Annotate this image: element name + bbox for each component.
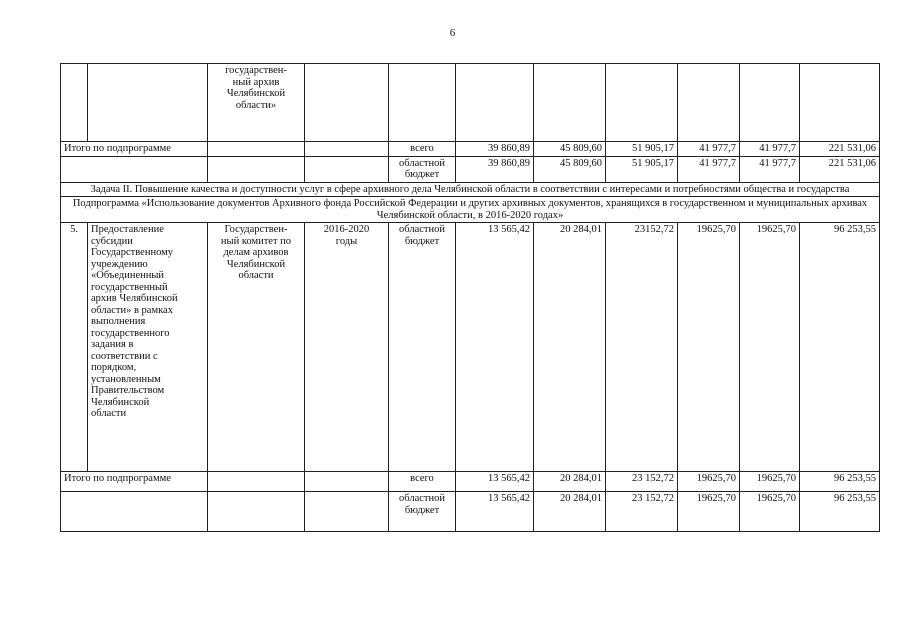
subprogram-row bbox=[61, 197, 880, 223]
task-heading: Задача II. Повышение качества и доступности услуг в сфере архивного дела Челябинской области в соответствии с интересами и потребностями общества и государства bbox=[61, 182, 880, 197]
executor-cell: Государствен- ный комитет по делам архивов Челябинской области bbox=[208, 223, 305, 472]
subprogram-heading: Подпрограмма «Использование документов Архивного фонда Российской Федерации и других архивных документов, хранящихся в государственном и муниципальных архивах Челябинской области, в 2016-2020 годах» bbox=[61, 197, 880, 223]
table-row-continuation bbox=[61, 64, 880, 142]
totals-label: Итого по подпрограмме bbox=[61, 142, 208, 157]
source-cell: областной бюджет bbox=[389, 223, 456, 472]
budget-table bbox=[60, 63, 880, 532]
totals-row-total-2: Итого по подпрограмме всего 13 565,42 20 284,01 23 152,72 19625,70 19625,70 96 253,55 bbox=[61, 472, 880, 492]
period-cell: 2016-2020 годы bbox=[305, 223, 389, 472]
totals-row-regional-1: областной бюджет 39 860,89 45 809,60 51 905,17 41 977,7 41 977,7 221 531,06 bbox=[61, 156, 880, 182]
measure-cell: Предоставление субсидии Государственному учреждению «Объединенный государственный архив Челябинской области» в рамках выполнения государственного задания в соответствии с порядком, установленным Правительством Челябинской области bbox=[88, 223, 208, 472]
table-row-5: 5. Предоставление субсидии Государственному учреждению «Объединенный государственный архив Челябинской области» в рамках выполнения государственного задания в соответствии с порядком, установленным Правительством Челябинской области Государствен- ный комитет по делам архивов Челябинской области 2016-2020 годы областной бюджет 13 565,42 20 284,01 23152,72 19625,70 19625,70 96 253,55 bbox=[61, 223, 880, 472]
row-number: 5. bbox=[61, 223, 88, 472]
totals-row-total-1: Итого по подпрограмме всего 39 860,89 45 809,60 51 905,17 41 977,7 41 977,7 221 531,06 bbox=[61, 142, 880, 157]
executor-cell: государствен- ный архив Челябинской области» bbox=[208, 64, 305, 142]
totals-row-regional-2: областной бюджет 13 565,42 20 284,01 23 152,72 19625,70 19625,70 96 253,55 bbox=[61, 492, 880, 532]
task-row bbox=[61, 182, 880, 197]
totals-label: Итого по подпрограмме bbox=[61, 472, 208, 492]
page-number: 6 bbox=[449, 27, 456, 39]
